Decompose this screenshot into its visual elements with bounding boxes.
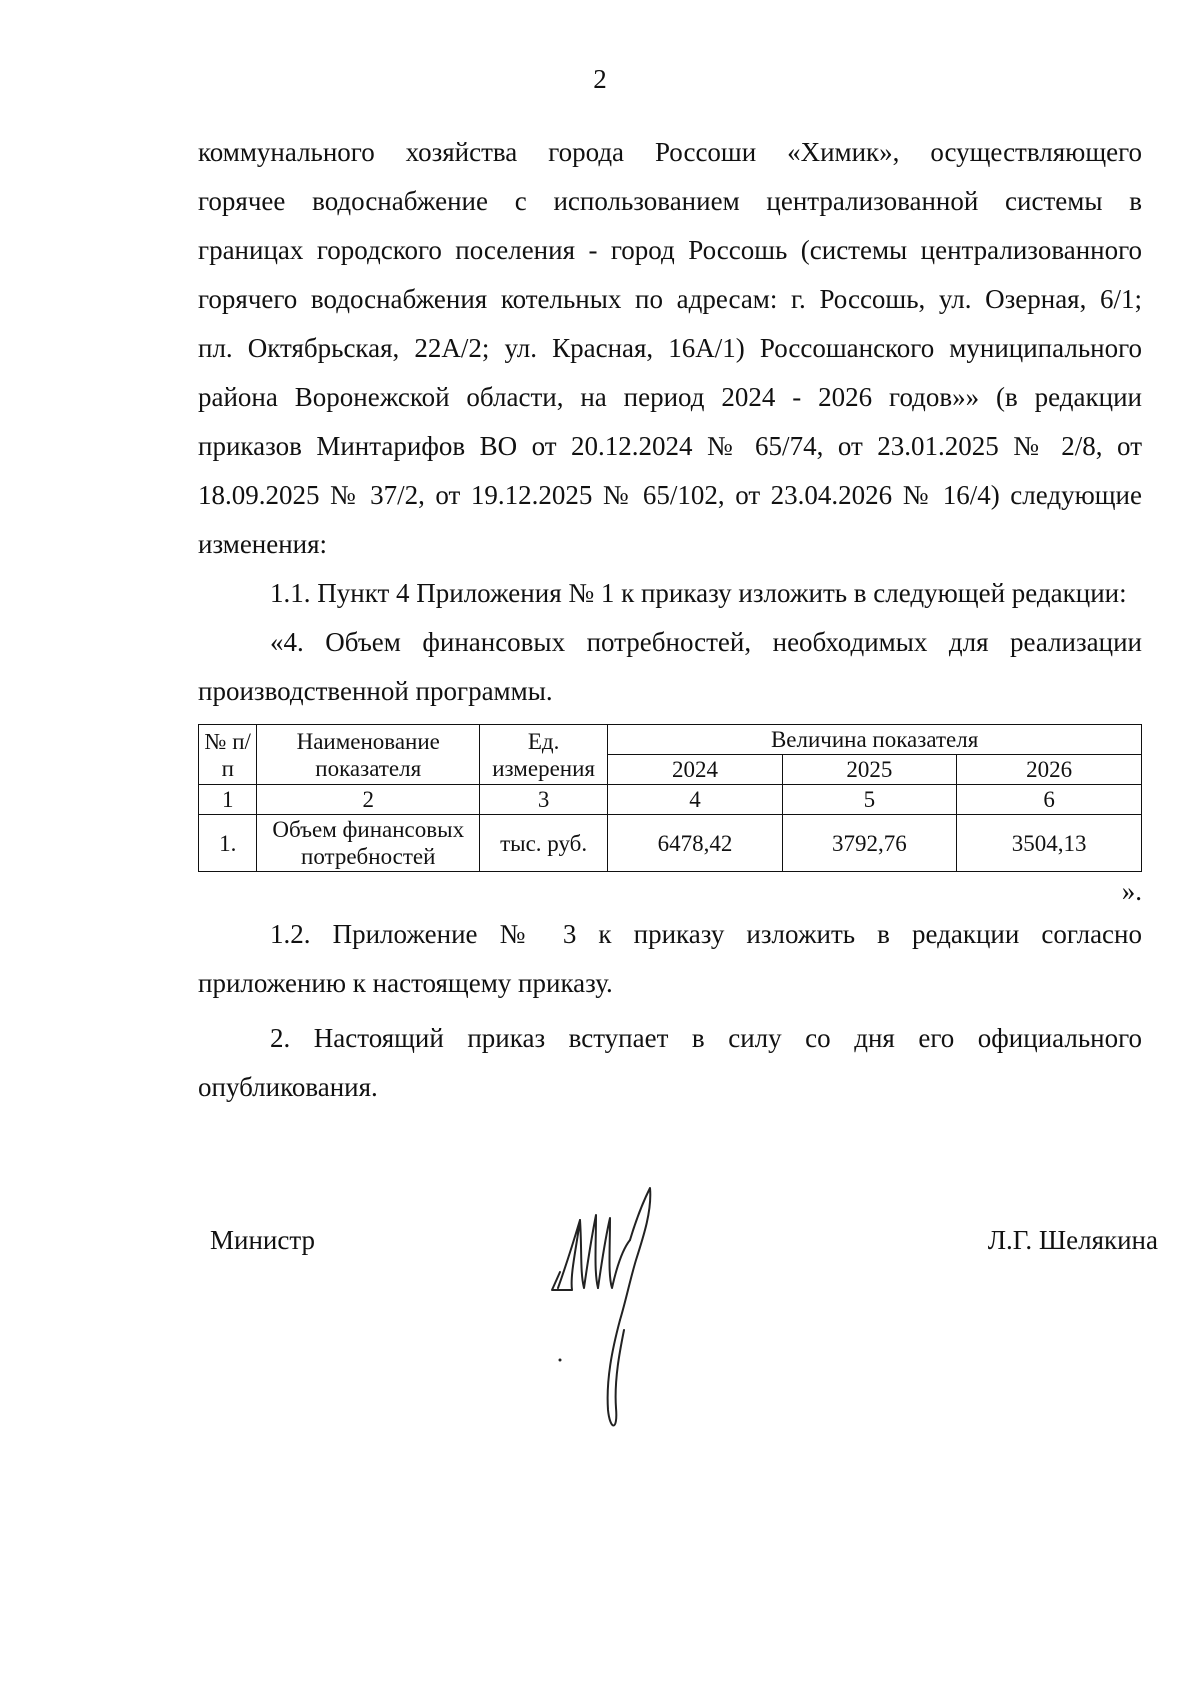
header-value-group: Величина показателя: [608, 725, 1142, 755]
index-cell: 4: [608, 785, 782, 815]
index-cell: 2: [257, 785, 480, 815]
index-cell: 1: [199, 785, 257, 815]
index-row: [199, 785, 1142, 815]
row-name: Объем финансовых потребностей: [257, 815, 480, 872]
row-value-2025: 3792,76: [782, 815, 956, 872]
index-cell: 5: [782, 785, 956, 815]
signer-name: Л.Г. Шелякина: [987, 1225, 1158, 1255]
header-name: Наименование показателя: [257, 725, 480, 785]
intro-line: 18.09.2025 № 37/2, от 19.12.2025 № 65/102, от 23.04.2026 № 16/4) следующие: [198, 480, 1142, 510]
table-row: [199, 815, 1142, 872]
intro-line: границах городского поселения - город Россошь (системы централизованного: [198, 235, 1142, 265]
intro-line: района Воронежской области, на период 2024 - 2026 годов»» (в редакции: [198, 382, 1142, 412]
row-value-2024: 6478,42: [608, 815, 782, 872]
page-number: 2: [593, 64, 607, 94]
closing-quote: ».: [1121, 876, 1142, 906]
index-cell: 3: [480, 785, 608, 815]
index-cell: 6: [957, 785, 1142, 815]
document-body: [198, 128, 1142, 1112]
intro-line: приказов Минтарифов ВО от 20.12.2024 № 65/74, от 23.01.2025 № 2/8, от: [198, 431, 1142, 461]
intro-line: горячего водоснабжения котельных по адресам: г. Россошь, ул. Озерная, 6/1;: [198, 284, 1142, 314]
row-unit: тыс. руб.: [480, 815, 608, 872]
header-year: 2025: [782, 755, 956, 785]
header-year: 2026: [957, 755, 1142, 785]
row-num: 1.: [199, 815, 257, 872]
financial-table-wrap: [198, 724, 1142, 872]
intro-line: коммунального хозяйства города Россоши «Химик», осуществляющего: [198, 137, 1142, 167]
header-unit: Ед. измерения: [480, 725, 608, 785]
signer-title: Министр: [210, 1225, 315, 1255]
intro-paragraph: [198, 128, 1142, 569]
intro-line: пл. Октябрьская, 22А/2; ул. Красная, 16А/1) Россошанского муниципального: [198, 333, 1142, 363]
paragraph-1-2: 1.2. Приложение № 3 к приказу изложить в редакции согласно приложению к настоящему приказу.: [198, 919, 1142, 998]
financial-needs-table: [198, 724, 1142, 872]
paragraph-2: 2. Настоящий приказ вступает в силу со дня его официального опубликования.: [198, 1023, 1142, 1102]
intro-line: изменения:: [198, 529, 328, 559]
paragraph-4: «4. Объем финансовых потребностей, необходимых для реализации производственной программы.: [198, 627, 1142, 706]
row-value-2026: 3504,13: [957, 815, 1142, 872]
header-num: № п/п: [199, 725, 257, 785]
handwritten-signature: [540, 1180, 700, 1440]
intro-line: горячее водоснабжение с использованием централизованной системы в: [198, 186, 1142, 216]
header-year: 2024: [608, 755, 782, 785]
paragraph-1-1: 1.1. Пункт 4 Приложения № 1 к приказу изложить в следующей редакции:: [270, 578, 1127, 608]
